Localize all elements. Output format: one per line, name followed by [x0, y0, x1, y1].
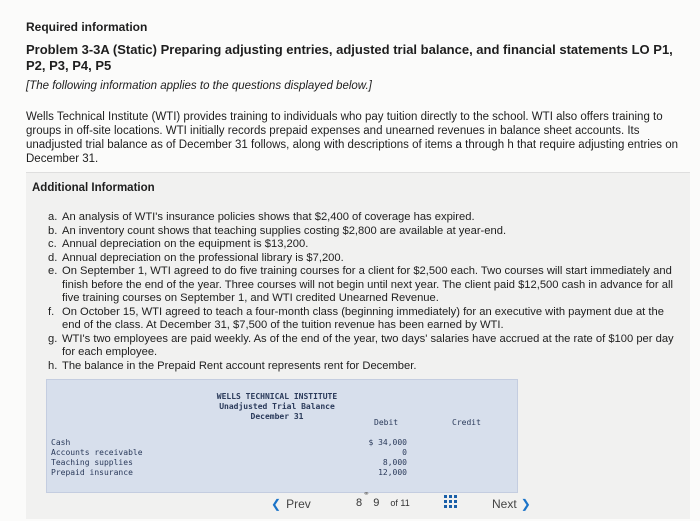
credit-column-header: Credit — [452, 418, 481, 427]
table-row: Teaching supplies 8,000 — [51, 458, 407, 467]
pagination-bar — [266, 489, 566, 521]
list-item: c. Annual depreciation on the equipment is $13,200. — [48, 238, 309, 250]
list-item: g. WTI's two employees are paid weekly. As of the end of the year, two days' salaries have accrued at the rate of $100 per day for each employee. — [48, 332, 674, 358]
page-total-label: of 11 — [390, 498, 410, 508]
list-item: a. An analysis of WTI's insurance policies shows that $2,400 of coverage has expired. — [48, 211, 475, 223]
trial-balance-header — [197, 392, 357, 422]
page-indicator — [356, 497, 418, 509]
statement-date: December 31 — [250, 412, 304, 421]
next-button[interactable]: Next ❯ — [492, 497, 531, 511]
problem-title: Problem 3-3A (Static) Preparing adjusting entries, adjusted trial balance, and financial statements LO P1, P2, P3, P4, P5 — [26, 42, 673, 73]
additional-info-heading: Additional Information — [32, 182, 155, 194]
list-item: b. An inventory count shows that teaching supplies costing $2,800 are available at year-end. — [48, 224, 507, 237]
table-row: Cash $ 34,000 — [51, 438, 407, 447]
trial-balance-table — [46, 379, 518, 493]
table-row: Prepaid insurance 12,000 — [51, 468, 407, 477]
table-row: Accounts receivable 0 — [51, 448, 407, 457]
required-label: Required information — [26, 20, 148, 34]
page-prev-number[interactable]: 8 — [356, 497, 363, 509]
problem-intro: Wells Technical Institute (WTI) provides training to individuals who pay tuition directly to the school. WTI also offers training to groups in off-site locations. WTI initially records prepaid expenses and unearned revenues in balance sheet accounts. Its unadjusted trial balance as of December 31 follows, along with descriptions of items a through h that require adjusting entries on December 31. — [26, 111, 679, 165]
grid-menu-icon[interactable] — [444, 495, 458, 509]
instruction-note: [The following information applies to the questions displayed below.] — [26, 80, 372, 92]
list-item: d. Annual depreciation on the professional library is $7,200. — [48, 251, 344, 264]
prev-button[interactable]: ❮ Prev — [271, 497, 311, 511]
chevron-left-icon: ❮ — [271, 497, 282, 511]
chain-link-icon: ⚭ — [363, 489, 370, 498]
list-item: h. The balance in the Prepaid Rent account represents rent for December. — [48, 359, 417, 372]
debit-column-header: Debit — [374, 418, 399, 427]
list-item: f. On October 15, WTI agreed to teach a four-month class (beginning immediately) for an executive with payment due at the end of the class. At December 31, $7,500 of the tuition revenue has been earned by WTI. — [48, 305, 664, 331]
statement-name: Unadjusted Trial Balance — [219, 402, 335, 411]
adjustment-list — [48, 211, 676, 373]
additional-info-panel — [26, 172, 690, 519]
page-current-number[interactable]: 9 — [373, 497, 380, 509]
list-item: e. On September 1, WTI agreed to do five training courses for a client for $2,500 each. Two courses will start immediately and finish before the end of the year. Three courses will not begin until next year. The client paid $12,500 cash in advance for all five training courses on September 1, and WTI credited Unearned Revenue. — [48, 265, 673, 304]
company-name: WELLS TECHNICAL INSTITUTE — [216, 392, 338, 401]
chevron-right-icon: ❯ — [520, 497, 531, 511]
